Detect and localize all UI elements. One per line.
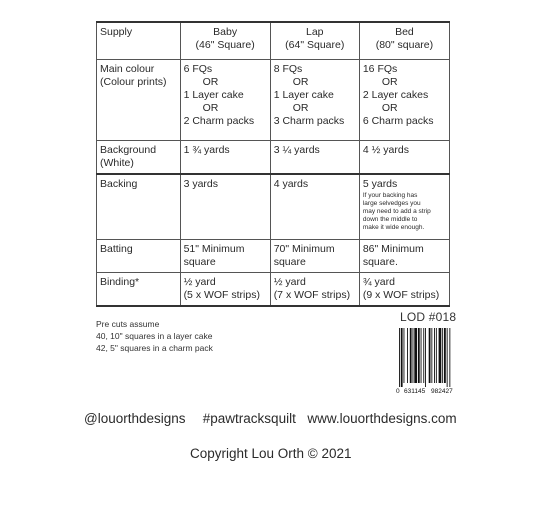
barcode-bar xyxy=(449,328,450,387)
instagram-handle: @louorthdesigns xyxy=(84,411,186,426)
barcode-digit-left: 0 xyxy=(396,388,400,394)
header-lap: Lap (64" Square) xyxy=(270,22,359,60)
barcode-bar xyxy=(431,328,432,383)
cell-binding-lap: ½ yard (7 x WOF strips) xyxy=(270,273,359,307)
barcode-digits-right: 982427 xyxy=(431,388,453,394)
barcode-bar xyxy=(439,328,442,383)
table-row-backing xyxy=(97,174,450,240)
barcode-bar xyxy=(418,328,420,383)
table-row-batting xyxy=(97,240,450,273)
social-links xyxy=(84,411,457,426)
website-link[interactable]: www.louorthdesigns.com xyxy=(307,411,457,426)
barcode-bar xyxy=(444,328,446,383)
table-row-background xyxy=(97,141,450,175)
barcode-bar xyxy=(414,328,417,383)
label-binding: Binding* xyxy=(97,273,181,307)
cell-binding-baby: ½ yard (5 x WOF strips) xyxy=(180,273,270,307)
cell-backing-lap: 4 yards xyxy=(270,174,359,240)
cell-background-baby: 1 ¾ yards xyxy=(180,141,270,175)
label-main-colour: Main colour (Colour prints) xyxy=(97,60,181,141)
barcode-bar xyxy=(410,328,412,383)
precuts-note: Pre cuts assume 40, 10" squares in a layer cake 42, 5" squares in a charm pack xyxy=(96,319,213,353)
barcode-bar xyxy=(429,328,431,383)
barcode-bar xyxy=(425,328,426,387)
cell-background-bed: 4 ½ yards xyxy=(359,141,449,175)
barcode-bar xyxy=(423,328,424,383)
header-bed: Bed (80" square) xyxy=(359,22,449,60)
cell-main-bed: 16 FQs OR 2 Layer cakes OR 6 Charm packs xyxy=(359,60,449,141)
backing-note: If your backing has large selvedges you may need to add a strip down the middle to make it wide enough. xyxy=(362,192,431,231)
barcode-bar xyxy=(436,328,437,383)
barcode-bar xyxy=(442,328,443,383)
barcode xyxy=(395,326,459,394)
label-background: Background (White) xyxy=(97,141,181,175)
barcode-bar xyxy=(399,328,400,387)
table-header-row xyxy=(97,22,450,60)
copyright: Copyright Lou Orth © 2021 xyxy=(190,446,352,461)
table-row-binding xyxy=(97,273,450,307)
barcode-bar xyxy=(434,328,435,383)
cell-backing-baby: 3 yards xyxy=(180,174,270,240)
cell-batting-lap: 70" Minimum square xyxy=(270,240,359,273)
cell-main-lap: 8 FQs OR 1 Layer cake OR 3 Charm packs xyxy=(270,60,359,141)
barcode-bar xyxy=(407,328,408,383)
cell-main-baby: 6 FQs OR 1 Layer cake OR 2 Charm packs xyxy=(180,60,270,141)
label-backing: Backing xyxy=(97,174,181,240)
hashtag: #pawtracksquilt xyxy=(202,411,296,426)
barcode-bar xyxy=(413,328,414,383)
header-supply: Supply xyxy=(97,22,181,60)
cell-binding-bed: ¾ yard (9 x WOF strips) xyxy=(359,273,449,307)
cell-background-lap: 3 ¼ yards xyxy=(270,141,359,175)
barcode-digits-mid: 631145 xyxy=(404,388,426,394)
product-code: LOD #018 xyxy=(400,310,457,324)
header-baby: Baby (46" Square) xyxy=(180,22,270,60)
label-batting: Batting xyxy=(97,240,181,273)
barcode-bar xyxy=(421,328,422,383)
barcode-bar xyxy=(401,328,403,387)
cell-batting-bed: 86" Minimum square. xyxy=(359,240,449,273)
cell-backing-bed: 5 yards If your backing has large selvedges you may need to add a strip down the middle to make it wide enough. xyxy=(359,174,449,240)
cell-batting-baby: 51" Minimum square xyxy=(180,240,270,273)
barcode-bar xyxy=(447,328,448,387)
table-row-main-colour xyxy=(97,60,450,141)
barcode-bar xyxy=(404,328,405,383)
supply-table xyxy=(96,21,450,307)
